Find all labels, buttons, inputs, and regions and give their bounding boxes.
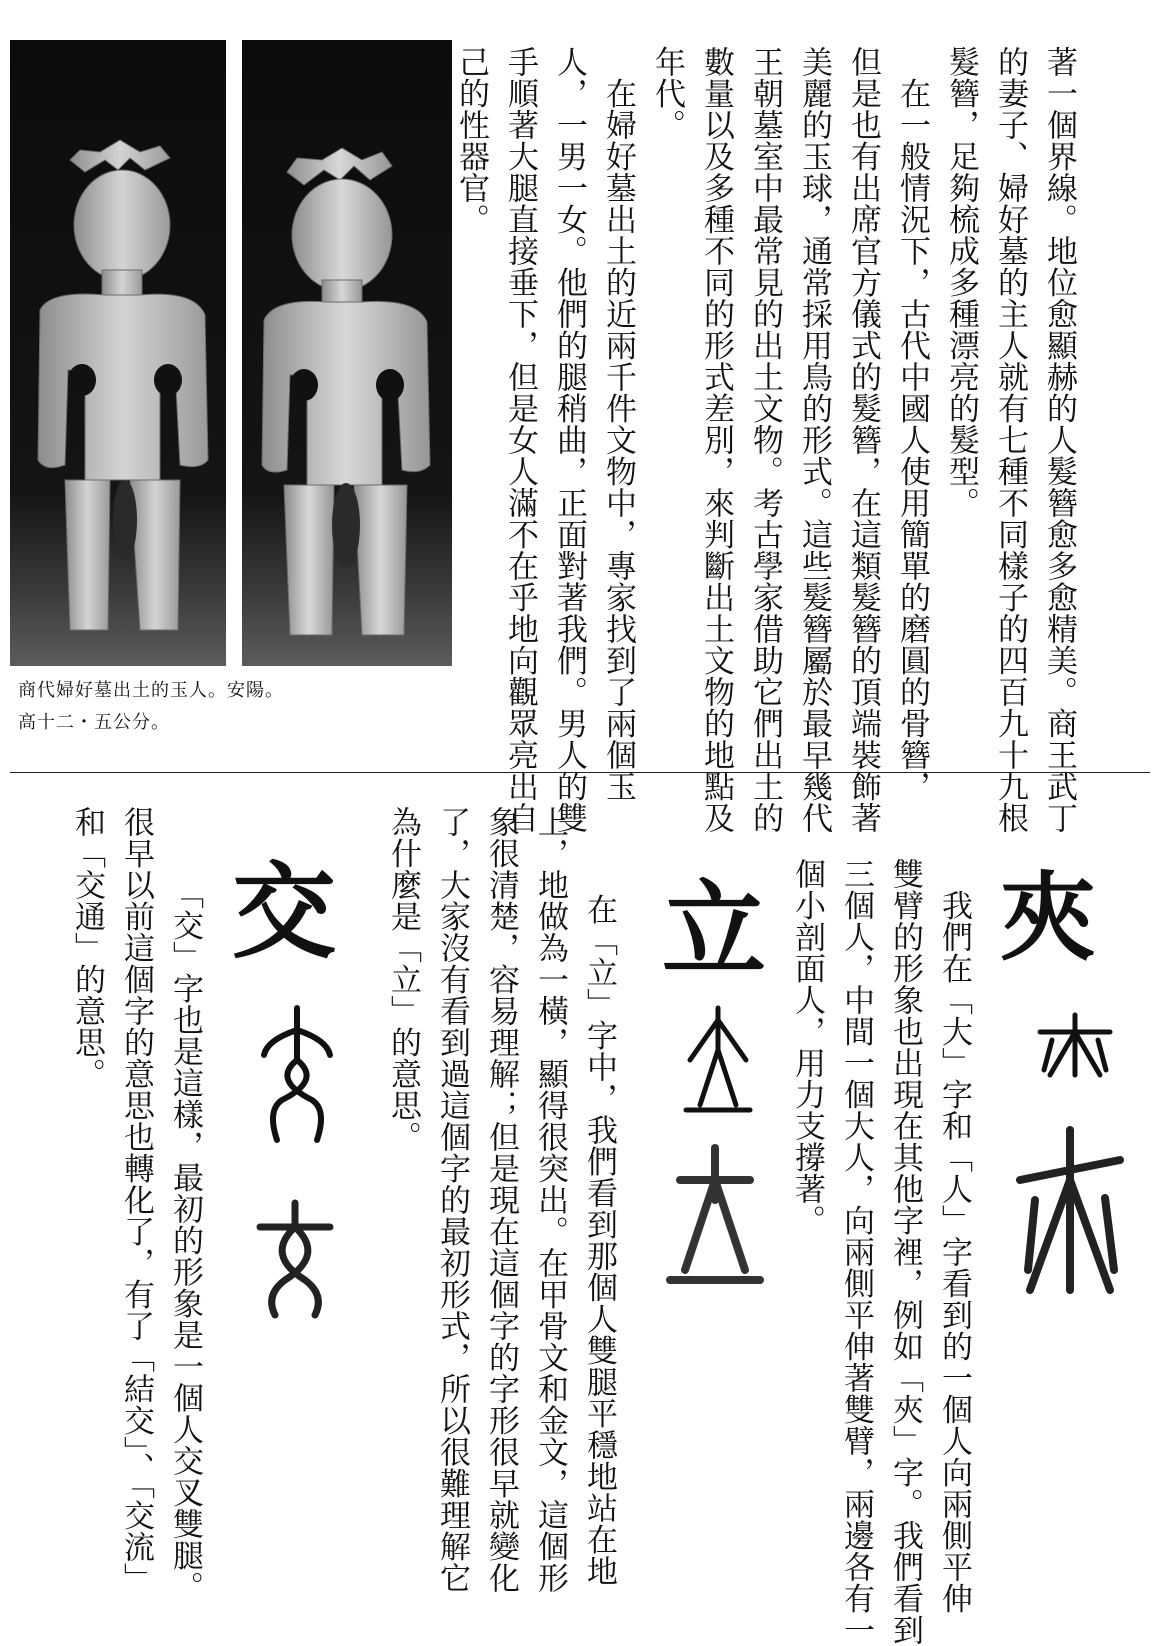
section-divider [10,772,1150,773]
text-column: 著一個界線。地位愈顯赫的人髮簪愈多愈精美。商王武丁 [1041,46,1077,834]
glyph-jia-bronze [1010,1120,1130,1300]
jade-figure-photo-left [10,40,226,666]
glyph-li-oracle [678,1000,758,1120]
text-column: 很早以前這個字的意思也轉化了，有了「結交」、「交流」 [118,806,154,1594]
text-column: 「交」字也是這樣，最初的形象是一個人交叉雙腿。 [167,862,203,1603]
text-column: 個小剖面人，用力支撐著。 [789,858,825,1236]
text-column: 象很清楚，容易理解；但是現在這個字的字形很早就變化 [483,806,519,1594]
text-column: 為什麼是「立」的意思。 [385,806,421,1153]
text-column: 數量以及多種不同的形式差別，來判斷出土文物的地點及 [698,46,734,834]
text-column: 三個人，中間一個大人，向兩側平伸著雙臂，兩邊各有一 [838,858,874,1646]
glyph-jiao-bronze [245,1195,345,1325]
text-column: 在「立」字中，我們看到那個人雙腿平穩地站在地 [581,862,617,1587]
text-column: 和「交通」的意思。 [69,806,105,1090]
text-column: 在婦好墓出土的近兩千件文物中，專家找到了兩個玉 [600,46,636,802]
text-column: 王朝墓室中最常見的出土文物。考古學家借助它們出土的 [747,46,783,834]
text-column: 年代。 [649,46,685,141]
glyph-li-bronze [660,1140,770,1290]
photo-caption-line2: 高十二・五公分。 [18,712,170,733]
text-column: 了，大家沒有看到過這個字的最初形式，所以很難理解它 [434,806,470,1594]
text-column: 上，地做為一橫，顯得很突出。在甲骨文和金文，這個形 [532,806,568,1594]
photo-caption-line1: 商代婦好墓出土的玉人。安陽。 [18,680,284,701]
glyph-jiao-oracle [252,1000,342,1150]
jade-figure-photo-right [242,40,452,666]
text-column: 的妻子、婦好墓的主人就有七種不同樣子的四百九十九根 [992,46,1028,834]
text-column: 己的性器官。 [453,46,489,235]
glyph-jia-oracle [1030,1010,1120,1080]
glyph-jiao-modern: 交 [232,850,337,973]
glyph-jia-modern: 夾 [1000,861,1096,974]
text-column: 但是也有出席官方儀式的髮簪，在這類髮簪的頂端裝飾著 [845,46,881,834]
glyph-li-modern: 立 [662,868,767,991]
text-column: 雙臂的形象也出現在其他字裡，例如「夾」字。我們看到 [887,858,923,1646]
text-column: 髮簪，足夠梳成多種漂亮的髮型。 [943,46,979,519]
text-column: 手順著大腿直接垂下，但是女人滿不在乎地向觀眾亮出自 [502,46,538,834]
text-column: 在一般情況下，古代中國人使用簡單的磨圓的骨簪， [894,46,930,802]
text-column: 我們在「大」字和「人」字看到的一個人向兩側平伸 [936,858,972,1614]
text-column: 美麗的玉球，通常採用鳥的形式。這些髮簪屬於最早幾代 [796,46,832,834]
text-column: 人，一男一女。他們的腿稍曲，正面對著我們。男人的雙 [551,46,587,834]
